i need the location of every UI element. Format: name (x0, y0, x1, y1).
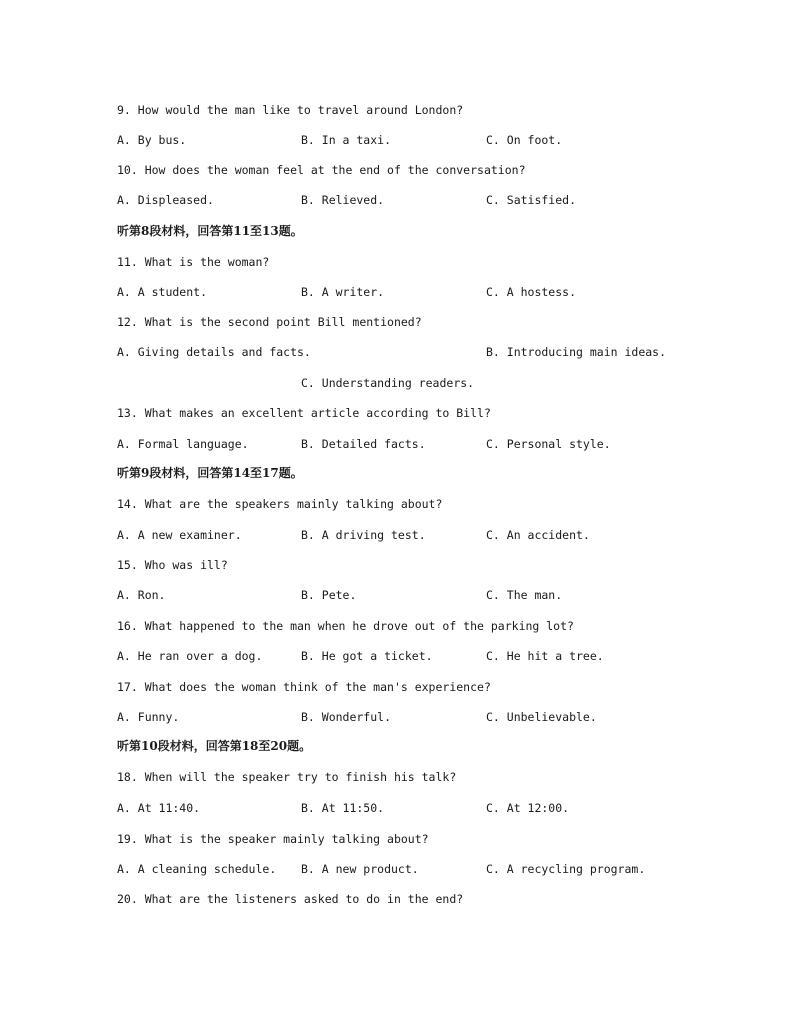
option-c: C. An accident. (486, 528, 590, 542)
question-16: 16. What happened to the man when he drove out of the parking lot? (117, 619, 574, 633)
option-c: C. Personal style. (486, 437, 611, 451)
question-12: 12. What is the second point Bill mentioned? (117, 315, 422, 329)
option-b: B. A writer. (301, 285, 385, 299)
option-b: B. He got a ticket. (301, 649, 433, 663)
question-15: 15. Who was ill? (117, 558, 228, 572)
option-a: A. A cleaning schedule. (117, 862, 277, 876)
option-a: A. Giving details and facts. (117, 345, 311, 359)
question-17: 17. What does the woman think of the man's experience? (117, 680, 491, 694)
option-a: A. A new examiner. (117, 528, 242, 542)
option-a: A. Formal language. (117, 437, 249, 451)
option-c: C. Satisfied. (486, 193, 577, 207)
question-13: 13. What makes an excellent article according to Bill? (117, 406, 491, 420)
option-c: C. He hit a tree. (486, 649, 604, 663)
option-b: B. A driving test. (301, 528, 426, 542)
option-b: B. Wonderful. (301, 710, 392, 724)
question-10: 10. How does the woman feel at the end of the conversation? (117, 163, 526, 177)
option-a: A. Displeased. (117, 193, 214, 207)
option-a: A. By bus. (117, 133, 187, 147)
question-11: 11. What is the woman? (117, 255, 270, 269)
section-heading-8: 听第8段材料，回答第11至13题。 (117, 224, 303, 238)
option-a: A. A student. (117, 285, 208, 299)
option-b: B. Detailed facts. (301, 437, 426, 451)
option-c: C. At 12:00. (486, 801, 570, 815)
option-b: B. A new product. (301, 862, 419, 876)
question-9: 9. How would the man like to travel around London? (117, 103, 464, 117)
option-c: C. Understanding readers. (301, 376, 475, 390)
question-19: 19. What is the speaker mainly talking about? (117, 832, 429, 846)
option-a: A. At 11:40. (117, 801, 201, 815)
option-a: A. He ran over a dog. (117, 649, 263, 663)
option-c: C. A hostess. (486, 285, 577, 299)
question-14: 14. What are the speakers mainly talking about? (117, 497, 443, 511)
option-b: B. In a taxi. (301, 133, 392, 147)
option-b: B. Relieved. (301, 193, 385, 207)
question-18: 18. When will the speaker try to finish his talk? (117, 770, 457, 784)
option-c: C. On foot. (486, 133, 563, 147)
section-heading-10: 听第10段材料，回答第18至20题。 (117, 739, 312, 753)
option-c: C. The man. (486, 588, 563, 602)
option-c: C. A recycling program. (486, 862, 646, 876)
option-b: B. At 11:50. (301, 801, 385, 815)
option-a: A. Funny. (117, 710, 180, 724)
question-20: 20. What are the listeners asked to do in the end? (117, 892, 464, 906)
option-a: A. Ron. (117, 588, 166, 602)
section-heading-9: 听第9段材料，回答第14至17题。 (117, 466, 303, 480)
option-b: B. Introducing main ideas. (486, 345, 667, 359)
option-b: B. Pete. (301, 588, 357, 602)
option-c: C. Unbelievable. (486, 710, 597, 724)
